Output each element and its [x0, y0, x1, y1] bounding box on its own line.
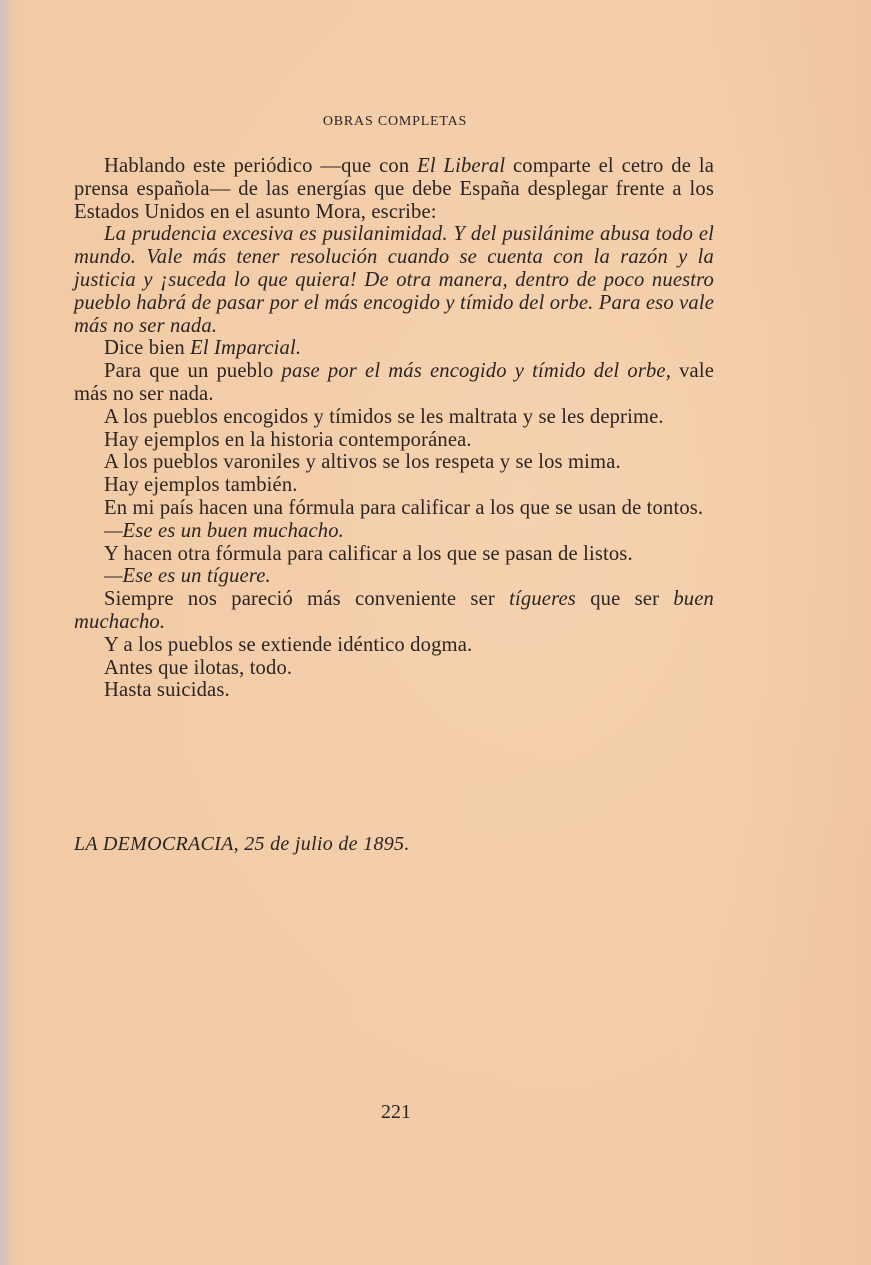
dialogue-line: —Ese es un buen muchacho. — [104, 519, 344, 542]
paragraph: Hasta suicidas. — [104, 679, 230, 702]
paragraph: Hay ejemplos en la historia contemporánea. — [104, 428, 472, 451]
paragraph: Dice bien El Imparcial. — [104, 337, 302, 360]
paragraph: A los pueblos varoniles y altivos se los respeta y se los mima. — [104, 451, 621, 474]
paragraph: Hay ejemplos también. — [104, 474, 298, 497]
dialogue-line: —Ese es un tíguere. — [104, 565, 271, 588]
source-citation: LA DEMOCRACIA, 25 de julio de 1895. — [74, 833, 410, 855]
article-body — [74, 155, 714, 702]
paragraph: Para que un pueblo pase por el más encogido y tímido del orbe, vale más no ser nada. — [74, 360, 714, 405]
paragraph: Y a los pueblos se extiende idéntico dogma. — [104, 633, 473, 656]
paragraph: Hablando este periódico —que con El Liberal comparte el cetro de la prensa española— de las energías que debe España desplegar frente a los Estados Unidos en el asunto Mora, escribe: — [74, 155, 714, 223]
running-head: OBRAS COMPLETAS — [322, 114, 468, 129]
paragraph: En mi país hacen una fórmula para calificar a los que se usan de tontos. — [104, 496, 704, 519]
page-binding-edge — [0, 0, 10, 1265]
page-number: 221 — [381, 1101, 411, 1123]
paragraph: Antes que ilotas, todo. — [104, 656, 293, 679]
paragraph: Y hacen otra fórmula para calificar a los que se pasan de listos. — [104, 542, 633, 565]
italic-quote: pase por el más encogido y tímido del orbe, — [281, 360, 672, 383]
paragraph: A los pueblos encogidos y tímidos se les maltrata y se les deprime. — [104, 405, 664, 428]
quoted-passage: La prudencia excesiva es pusilanimidad. Y del pusilánime abusa todo el mundo. Vale más tener resolución cuando se cuenta con la razón y la justicia y ¡suceda lo que quiera! De otra manera, dentro de poco nuestro pueblo habrá de pasar por el más encogido y tímido del orbe. Para eso vale más no ser nada. — [74, 223, 714, 337]
newspaper-title: El Imparcial. — [190, 337, 302, 360]
newspaper-title: El Liberal — [417, 155, 506, 177]
paragraph: Siempre nos pareció más conveniente ser tígueres que ser buen muchacho. — [74, 588, 714, 633]
